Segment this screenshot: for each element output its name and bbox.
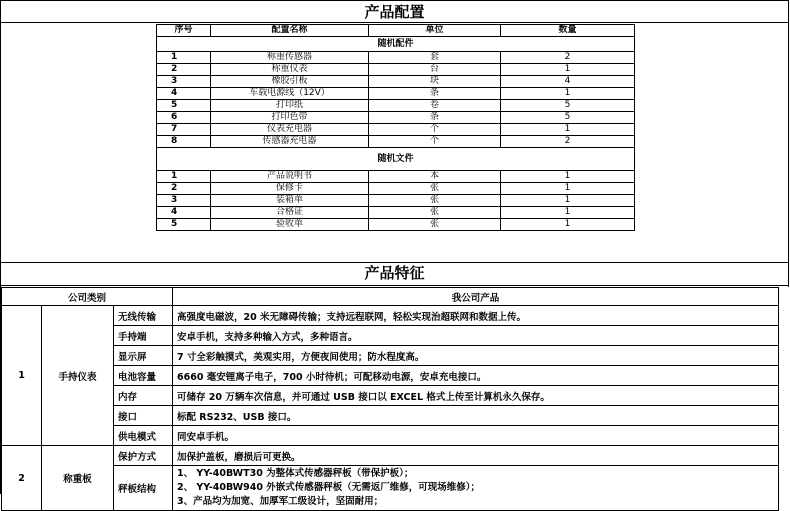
cell-no: 2 — [157, 183, 211, 195]
feature-key: 电池容量 — [114, 366, 173, 386]
cell-name: 橡胶引板 — [211, 76, 369, 88]
cell-no: 2 — [157, 64, 211, 76]
cell-qty: 1 — [501, 207, 635, 219]
feature-value: 6660 毫安锂离子电子，700 小时待机；可配移动电源，安卓充电接口。 — [173, 366, 779, 386]
cell-qty: 4 — [501, 76, 635, 88]
cell-name: 称重仪表 — [211, 64, 369, 76]
title-rule — [0, 22, 789, 23]
cell-name: 装箱单 — [211, 195, 369, 207]
table-row — [2, 446, 779, 466]
header-no: 序号 — [157, 25, 211, 37]
cell-name: 合格证 — [211, 207, 369, 219]
table-row — [2, 346, 779, 366]
cell-unit: 张 — [369, 183, 501, 195]
cell-qty: 5 — [501, 100, 635, 112]
feature-key: 秤板结构 — [114, 466, 173, 511]
cell-name: 称重传感器 — [211, 52, 369, 64]
border-top — [0, 0, 789, 1]
feature-value: 7 寸全彩触摸式，美观实用，方便夜间使用；防水程度高。 — [173, 346, 779, 366]
cell-no: 4 — [157, 88, 211, 100]
group-title-row — [157, 37, 635, 52]
cell-qty: 2 — [501, 136, 635, 148]
header-name: 配置名称 — [211, 25, 369, 37]
cell-unit: 块 — [369, 76, 501, 88]
cell-name: 验收单 — [211, 219, 369, 231]
cell-qty: 5 — [501, 112, 635, 124]
structure-line: 3、产品均为加宽、加厚军工级设计，坚固耐用； — [177, 496, 384, 507]
cell-unit: 个 — [369, 124, 501, 136]
cell-no: 8 — [157, 136, 211, 148]
cell-no: 1 — [157, 52, 211, 64]
table-row — [157, 112, 635, 124]
table-row — [2, 306, 779, 326]
table-row — [157, 183, 635, 195]
table-row — [2, 326, 779, 346]
feature-value: 同安卓手机。 — [173, 426, 779, 446]
group-number: 2 — [2, 446, 42, 511]
structure-line: 1、 YY-40BWT30 为整体式传感器秤板（带保护板）； — [177, 468, 414, 479]
table-row — [157, 52, 635, 64]
cell-name: 打印纸 — [211, 100, 369, 112]
cell-unit: 个 — [369, 136, 501, 148]
cell-name: 打印色带 — [211, 112, 369, 124]
config-title: 产品配置 — [364, 3, 425, 21]
feature-key: 接口 — [114, 406, 173, 426]
cell-name: 车载电源线（12V） — [211, 88, 369, 100]
cell-no: 3 — [157, 76, 211, 88]
cell-unit: 张 — [369, 207, 501, 219]
feature-value: 加保护盖板，磨损后可更换。 — [173, 446, 779, 466]
cell-no: 4 — [157, 207, 211, 219]
feature-value: 安卓手机，支持多种输入方式，多种语言。 — [173, 326, 779, 346]
features-title: 产品特征 — [364, 264, 425, 282]
cell-unit: 条 — [369, 112, 501, 124]
cell-no: 5 — [157, 219, 211, 231]
cell-qty: 1 — [501, 195, 635, 207]
cell-qty: 1 — [501, 124, 635, 136]
cell-qty: 1 — [501, 183, 635, 195]
cell-unit: 台 — [369, 64, 501, 76]
config-header-row — [157, 25, 635, 37]
cell-unit: 套 — [369, 52, 501, 64]
table-row — [157, 207, 635, 219]
cell-name: 仪表充电器 — [211, 124, 369, 136]
cell-qty: 2 — [501, 52, 635, 64]
features-header-row — [2, 288, 779, 306]
cell-no: 1 — [157, 171, 211, 183]
feature-value: 高强度电磁波，20 米无障碍传输；支持远程联网，轻松实现治超联网和数据上传。 — [173, 306, 779, 326]
header-product: 我公司产品 — [173, 288, 779, 306]
header-unit: 单位 — [369, 25, 501, 37]
group-documents-title: 随机文件 — [157, 148, 635, 171]
cell-name: 保修卡 — [211, 183, 369, 195]
title2-rule — [0, 285, 789, 286]
cell-qty: 1 — [501, 171, 635, 183]
feature-value: 可储存 20 万辆车次信息，并可通过 USB 接口以 EXCEL 格式上传至计算机永久保存。 — [173, 386, 779, 406]
table-row — [2, 366, 779, 386]
feature-key: 保护方式 — [114, 446, 173, 466]
group-accessories-title: 随机配件 — [157, 37, 635, 52]
feature-key: 显示屏 — [114, 346, 173, 366]
group-name: 手持仪表 — [42, 306, 114, 446]
feature-value: 标配 RS232、USB 接口。 — [173, 406, 779, 426]
table-row — [2, 406, 779, 426]
table-row — [157, 100, 635, 112]
group-number: 1 — [2, 306, 42, 446]
border-right — [788, 0, 789, 287]
cell-no: 6 — [157, 112, 211, 124]
feature-key: 内存 — [114, 386, 173, 406]
header-qty: 数量 — [501, 25, 635, 37]
cell-unit: 卷 — [369, 100, 501, 112]
table-row — [157, 171, 635, 183]
table-row — [2, 466, 779, 511]
cell-no: 3 — [157, 195, 211, 207]
group-title-row — [157, 148, 635, 171]
cell-name: 传感器充电器 — [211, 136, 369, 148]
feature-key: 供电模式 — [114, 426, 173, 446]
table-row — [2, 386, 779, 406]
feature-key: 无线传输 — [114, 306, 173, 326]
table-row — [2, 426, 779, 446]
cell-name: 产品说明书 — [211, 171, 369, 183]
structure-line: 2、 YY-40BW940 外嵌式传感器秤板（无需返厂维修，可现场维修）； — [177, 482, 481, 493]
cell-unit: 张 — [369, 219, 501, 231]
feature-value-multiline — [173, 466, 779, 511]
table-row — [157, 124, 635, 136]
cell-no: 7 — [157, 124, 211, 136]
cell-unit: 张 — [369, 195, 501, 207]
feature-key: 手持端 — [114, 326, 173, 346]
cell-unit: 本 — [369, 171, 501, 183]
table-row — [157, 195, 635, 207]
cell-no: 5 — [157, 100, 211, 112]
table-row — [157, 136, 635, 148]
group-name: 称重板 — [42, 446, 114, 511]
features-table — [1, 287, 779, 511]
table-row — [157, 76, 635, 88]
config-table — [156, 24, 635, 231]
header-category: 公司类别 — [2, 288, 173, 306]
table-row — [157, 219, 635, 231]
table-row — [157, 64, 635, 76]
cell-qty: 1 — [501, 64, 635, 76]
cell-qty: 1 — [501, 88, 635, 100]
cell-unit: 条 — [369, 88, 501, 100]
table-row — [157, 88, 635, 100]
cell-qty: 1 — [501, 219, 635, 231]
